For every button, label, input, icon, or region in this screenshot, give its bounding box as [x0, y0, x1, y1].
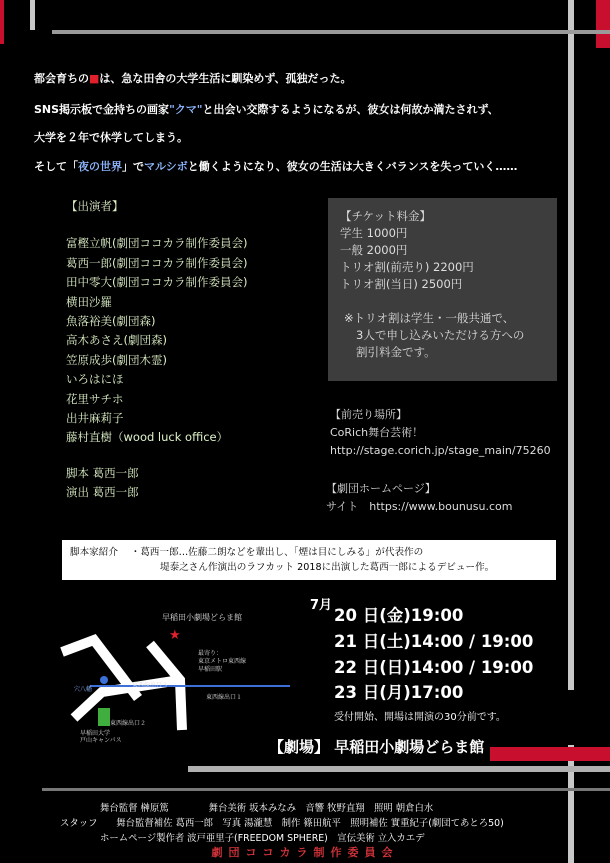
bottom-gray-bar	[188, 766, 610, 772]
profile-line-2: 堤泰之さん作演出のラフカット 2018に出演した葛西一郎によるデビュー作。	[160, 562, 495, 573]
staff-credit: 舞台監督補佐 葛西一郎	[116, 818, 214, 829]
staff-row-1	[100, 800, 433, 814]
staff-credit: 写真 湯瀧慧	[222, 818, 273, 829]
theater-star-icon: ★	[169, 628, 181, 643]
staff-credit: 舞台美術 坂本みなみ	[208, 803, 296, 814]
presale-name: CoRich舞台芸術！	[330, 426, 424, 439]
playwright-profile	[62, 540, 556, 580]
ticket-note: ※トリオ割は学生・一般共通で、	[344, 311, 515, 325]
homepage-line: サイト https://www.bounusu.com	[326, 500, 513, 513]
map-exit3-label: 東西線出口３	[132, 682, 169, 689]
cast-member: 葛西一郎(劇団ココカラ制作委員会)	[66, 255, 248, 270]
script-credit: 脚本 葛西一郎	[66, 465, 139, 480]
profile-line-1: ・葛西一郎…佐藤二朗などを輩出し、「煙は目にしみる」が代表作の	[130, 547, 424, 558]
staff-credit: 音響 牧野直翔	[305, 803, 365, 814]
map-theater-label: 早稲田小劇場どらま館	[162, 613, 242, 622]
ticket-box	[328, 198, 557, 381]
cast-member: 花里サチホ	[66, 391, 124, 406]
direction-credit: 演出 葛西一郎	[66, 485, 139, 500]
cast-member: 笠原成歩(劇団木霊)	[66, 352, 167, 367]
top-left-red-bar	[0, 0, 4, 44]
schedule-date: 23 日(月)17:00	[334, 683, 464, 702]
profile-label: 脚本家紹介	[70, 547, 118, 558]
ticket-heading: 【チケット料金】	[340, 209, 431, 223]
map-exit1-label: 東西線出口１	[206, 694, 243, 701]
presale-heading: 【前売り場所】	[330, 408, 407, 421]
schedule-note: 受付開始、開場は開演の30分前です。	[334, 712, 506, 723]
staff-credit: 宣伝美術 立入カエデ	[337, 833, 425, 844]
cast-member: 出井麻莉子	[66, 410, 124, 425]
staff-row-3	[100, 830, 425, 844]
schedule-date: 20 日(金)19:00	[334, 606, 464, 625]
schedule-month: 7月	[310, 598, 333, 613]
map-station-label: 最寄り： 東京メトロ東西線 早稲田駅	[198, 650, 247, 673]
presale-url[interactable]: http://stage.corich.jp/stage_main/75260	[330, 444, 551, 457]
staff-label: スタッフ	[60, 818, 98, 829]
venue-red-bar	[490, 747, 610, 761]
company-footer: 劇団ココカラ制作委員会	[211, 846, 399, 859]
campus-marker	[98, 708, 110, 726]
cast-member: 横田沙羅	[66, 294, 112, 309]
left-vertical-bar	[30, 0, 35, 30]
cast-member: 藤村直樹（wood luck office）	[66, 430, 229, 445]
staff-credit: ホームページ製作者 波戸亜里子(FREEDOM SPHERE)	[100, 833, 328, 844]
mid-gray-bar	[52, 30, 610, 34]
homepage-info	[326, 480, 512, 516]
cast-member: 田中零大(劇団ココカラ制作委員会)	[66, 275, 248, 290]
right-vertical-bar	[568, 0, 574, 690]
map-exit2-label: 東西線出口２	[110, 720, 147, 727]
map-anahachiman-label: 穴八幡	[74, 686, 93, 693]
ticket-note: 3人で申し込みいただける方への	[356, 328, 525, 342]
cast-member: いろはにほ	[66, 372, 124, 387]
staff-credit: 照明補佐 實重紀子(劇団てあとろ50)	[350, 818, 504, 829]
staff-credit: 舞台監督 榊原篤	[100, 803, 169, 814]
schedule-date: 21 日(土)14:00 / 19:00	[334, 632, 534, 651]
schedule-date: 22 日(日)14:00 / 19:00	[334, 658, 534, 677]
staff-credit: 制作 篠田航平	[281, 818, 341, 829]
map-campus-label: 早稲田大学 戸山キャンパス	[80, 730, 122, 744]
top-right-red-bar	[596, 0, 610, 48]
ticket-price: トリオ割(前売り) 2200円	[340, 260, 474, 274]
cast-member: 魚落裕美(劇団森)	[66, 313, 156, 328]
staff-credit: 照明 朝倉白水	[373, 803, 434, 814]
ticket-note: 割引料金です。	[356, 345, 436, 359]
homepage-url[interactable]: https://www.bounusu.com	[369, 500, 513, 513]
cast-heading: 【出演者】	[66, 199, 124, 213]
homepage-heading: 【劇団ホームページ】	[326, 482, 436, 495]
venue: 【劇場】 早稲田小劇場どらま館	[269, 738, 485, 756]
ticket-price: 一般 2000円	[340, 243, 408, 257]
cast-member: 富樫立帆(劇団ココカラ制作委員会)	[66, 236, 248, 251]
cast-list	[66, 197, 247, 502]
presale-info	[330, 406, 551, 460]
bottom-gray-bar-2	[42, 788, 610, 791]
anahachiman-marker	[100, 676, 108, 684]
synopsis-line-1: 都会育ちの■は、急な田舎の大学生活に馴染めず、孤独だった。	[34, 72, 352, 85]
staff-row-2	[60, 815, 504, 829]
cast-member: 高木あさえ(劇団森)	[66, 333, 167, 348]
synopsis-line-3: 大学を２年で休学してしまう。	[34, 131, 188, 144]
ticket-price: 学生 1000円	[340, 226, 408, 240]
synopsis-line-2: SNS掲示板で金持ちの画家"クマ"と出会い交際するようになるが、彼女は何故か満たされず、	[34, 103, 499, 116]
synopsis-line-4: そして「夜の世界」でマルシボと働くようになり、彼女の生活は大きくバランスを失っていく……	[34, 160, 518, 173]
ticket-price: トリオ割(当日) 2500円	[340, 277, 463, 291]
